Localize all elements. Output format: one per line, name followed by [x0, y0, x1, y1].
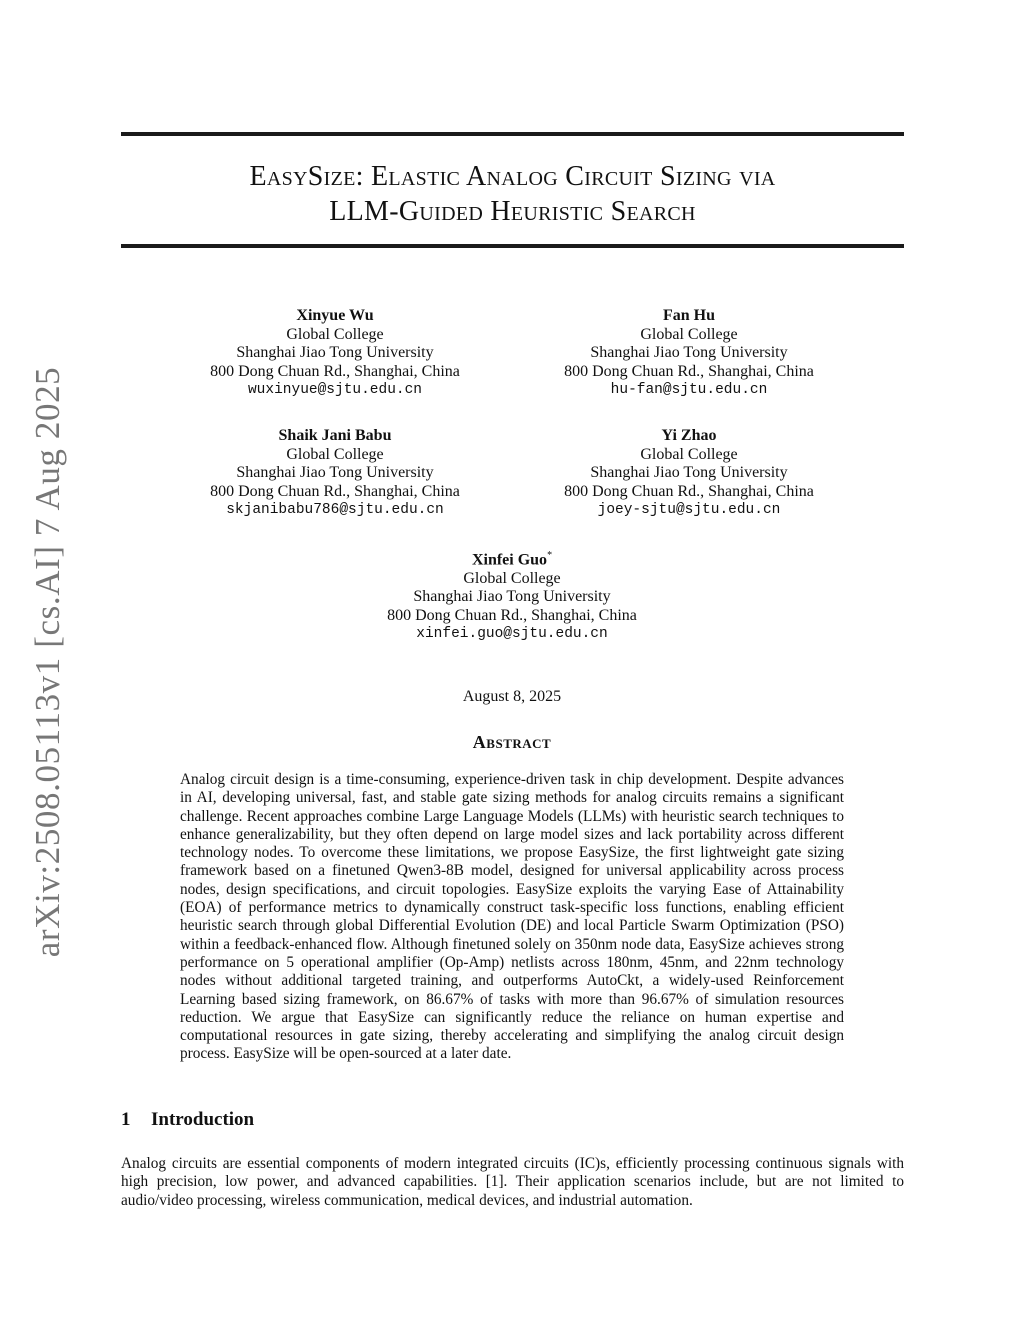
corresponding-author-mark: *: [547, 550, 553, 561]
author-email[interactable]: wuxinyue@sjtu.edu.cn: [247, 382, 423, 398]
author-email[interactable]: joey-sjtu@sjtu.edu.cn: [597, 502, 781, 518]
author-university: Shanghai Jiao Tong University: [413, 588, 611, 606]
author-university: Shanghai Jiao Tong University: [236, 344, 434, 361]
author-university: Shanghai Jiao Tong University: [590, 464, 788, 481]
author-university: Shanghai Jiao Tong University: [236, 464, 434, 481]
section-number: 1: [121, 1109, 131, 1130]
author-address: 800 Dong Chuan Rd., Shanghai, China: [387, 606, 637, 624]
author-affiliation: Global College: [640, 325, 738, 343]
author-affiliation: Global College: [640, 445, 738, 463]
author-university: Shanghai Jiao Tong University: [590, 344, 788, 361]
section-heading: [121, 1109, 254, 1131]
paper-date: August 8, 2025: [462, 688, 562, 705]
title-rule-top: [121, 132, 904, 136]
author-email[interactable]: hu-fan@sjtu.edu.cn: [610, 382, 768, 398]
author-address: 800 Dong Chuan Rd., Shanghai, China: [564, 482, 814, 500]
abstract-body: Analog circuit design is a time-consuming, experience-driven task in chip development. Despite advances in AI, developing universal, fast, and stable gate sizing methods for analog circuits remains a significant challenge. Recent approaches combine Large Language Models (LLMs) with heuristic search techniques to enhance generalizability, but they often depend on large model sizes and lack portability across different technology nodes. To overcome these limitations, we propose EasySize, the first lightweight gate sizing framework based on a finetuned Qwen3-8B model, designed for universal applicability across process nodes, design specifications, and circuit topologies. EasySize exploits the varying Ease of Attainability (EOA) of performance metrics to dynamically construct task-specific loss functions, enabling efficient heuristic search through global Differential Evolution (DE) and local Particle Swarm Optimization (PSO) within a feedback-enhanced flow. Although finetuned solely on 350nm node data, EasySize achieves strong performance on 5 operational amplifier (Op-Amp) netlists across 180nm, 45nm, and 22nm technology nodes without additional targeted training, and outperforms AutoCkt, a widely-used Reinforcement Learning based sizing framework, on 86.67% of tasks with more than 96.67% of simulation resources reduction. We argue that EasySize can significantly reduce the reliance on human expertise and computational resources in gate sizing, thereby accelerating and simplifying the analog circuit design process. EasySize will be open-sourced at a later date.: [180, 771, 844, 1063]
paper-title-line-2: LLM-Guided Heuristic Search: [329, 196, 696, 227]
arxiv-identifier-sidebar: arXiv:2508.05113v1 [cs.AI] 7 Aug 2025: [28, 366, 67, 958]
title-rule-bottom: [121, 244, 904, 248]
author-email[interactable]: skjanibabu786@sjtu.edu.cn: [226, 502, 444, 518]
author-name: Xinfei Guo*: [471, 550, 553, 569]
author-address: 800 Dong Chuan Rd., Shanghai, China: [564, 362, 814, 380]
abstract-heading: Abstract: [472, 732, 552, 752]
author-block: [342, 547, 682, 644]
author-email[interactable]: xinfei.guo@sjtu.edu.cn: [416, 626, 608, 643]
author-name: Yi Zhao: [661, 427, 717, 444]
author-affiliation: Global College: [286, 325, 384, 343]
author-block: [519, 427, 859, 520]
introduction-paragraph: Analog circuits are essential components of modern integrated circuits (IC)s, efficiently processing continuous signals with high precision, low power, and advanced capabilities. [1]. Their application scenarios include, but are not limited to audio/video processing, wireless communication, medical devices, and industrial automation.: [121, 1155, 904, 1209]
author-affiliation: Global College: [286, 445, 384, 463]
author-affiliation: Global College: [463, 569, 561, 587]
author-name: Fan Hu: [662, 307, 715, 324]
author-name: Xinyue Wu: [296, 307, 374, 324]
author-block: [165, 307, 505, 400]
author-address: 800 Dong Chuan Rd., Shanghai, China: [210, 362, 460, 380]
paper-title-line-1: EasySize: Elastic Analog Circuit Sizing via: [249, 161, 776, 192]
author-block: [519, 307, 859, 400]
author-address: 800 Dong Chuan Rd., Shanghai, China: [210, 482, 460, 500]
author-block: [165, 427, 505, 520]
section-title: Introduction: [151, 1109, 255, 1130]
author-name: Shaik Jani Babu: [278, 427, 392, 444]
